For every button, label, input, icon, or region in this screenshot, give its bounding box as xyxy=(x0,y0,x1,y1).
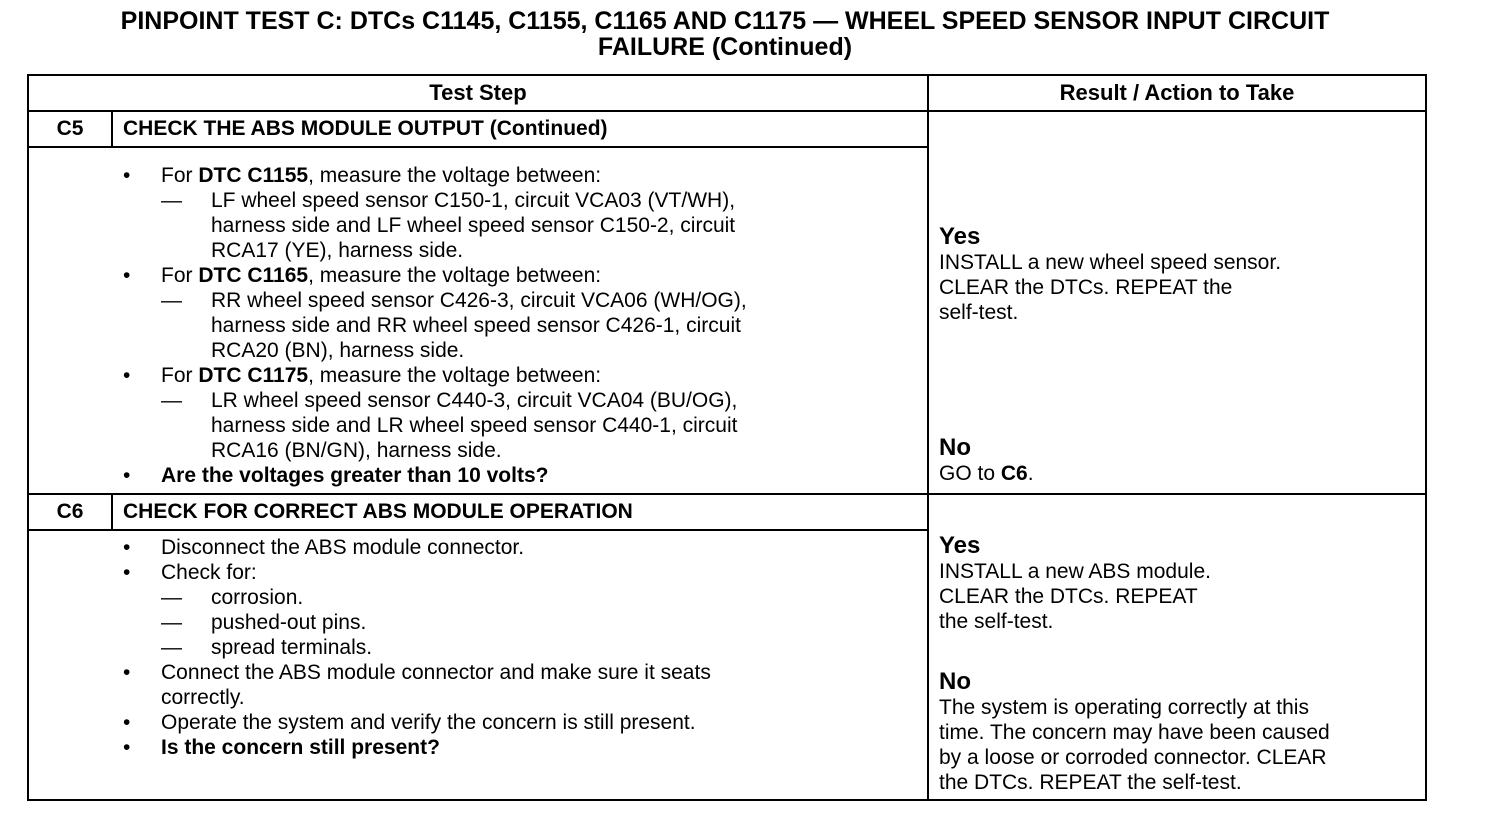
list-item: • For DTC C1165, measure the voltage between: xyxy=(123,264,602,287)
list-item-cont: correctly. xyxy=(161,686,245,709)
title-line-2: FAILURE (Continued) xyxy=(597,33,853,61)
step-title-c6: CHECK FOR CORRECT ABS MODULE OPERATION xyxy=(123,500,633,523)
result-yes-label: Yes xyxy=(939,223,981,250)
bullet-icon: • xyxy=(123,364,131,387)
page-title xyxy=(20,8,1430,60)
c6-title-divider xyxy=(29,529,927,531)
header-result: Result / Action to Take xyxy=(1059,80,1295,105)
result-c5 xyxy=(929,112,1425,493)
list-item-question: • Are the voltages greater than 10 volts? xyxy=(123,464,549,487)
list-subitem-cont: harness side and LF wheel speed sensor C150-2, circuit xyxy=(211,214,736,237)
list-subitem: — LR wheel speed sensor C440-3, circuit VCA04 (BU/OG), xyxy=(161,389,738,412)
list-item: • Operate the system and verify the concern is still present. xyxy=(123,711,696,734)
list-item: • For DTC C1155, measure the voltage between: xyxy=(123,164,602,187)
list-subitem: — LF wheel speed sensor C150-1, circuit VCA03 (VT/WH), xyxy=(161,189,736,212)
title-line-1: PINPOINT TEST C: DTCs C1145, C1155, C1165 AND C1175 — WHEEL SPEED SENSOR INPUT CIRCUIT xyxy=(120,7,1330,35)
dash-icon: — xyxy=(161,586,182,609)
result-no-line: The system is operating correctly at this xyxy=(939,696,1309,719)
list-item: • Disconnect the ABS module connector. xyxy=(123,536,525,559)
result-no-line: the DTCs. REPEAT the self-test. xyxy=(939,771,1242,794)
list-subitem-cont: RCA17 (YE), harness side. xyxy=(211,239,464,262)
list-subitem: — RR wheel speed sensor C426-3, circuit VCA06 (WH/OG), xyxy=(161,289,747,312)
step-body-c6 xyxy=(29,535,925,760)
result-yes-line: the self-test. xyxy=(939,610,1054,633)
bullet-icon: • xyxy=(123,164,131,187)
list-item-question: • Is the concern still present? xyxy=(123,736,440,759)
list-item: • Check for: xyxy=(123,561,257,584)
step-number-c6: C6 xyxy=(56,500,84,523)
result-no-line: GO to C6. xyxy=(939,462,1034,485)
result-no-label: No xyxy=(939,668,971,695)
result-no-label: No xyxy=(939,434,971,461)
result-yes-line: CLEAR the DTCs. REPEAT the xyxy=(939,276,1233,299)
step-title-c5: CHECK THE ABS MODULE OUTPUT (Continued) xyxy=(123,117,608,140)
bullet-icon: • xyxy=(123,536,131,559)
list-subitem-cont: RCA20 (BN), harness side. xyxy=(211,339,465,362)
result-yes-line: INSTALL a new wheel speed sensor. xyxy=(939,251,1282,274)
bullet-icon: • xyxy=(123,464,131,487)
dash-icon: — xyxy=(161,611,182,634)
list-item: • Connect the ABS module connector and make sure it seats xyxy=(123,661,711,684)
result-yes-line: self-test. xyxy=(939,301,1019,324)
bullet-icon: • xyxy=(123,661,131,684)
result-no-line: by a loose or corroded connector. CLEAR xyxy=(939,746,1327,769)
bullet-icon: • xyxy=(123,711,131,734)
result-yes-line: CLEAR the DTCs. REPEAT xyxy=(939,585,1198,608)
result-no-line: time. The concern may have been caused xyxy=(939,721,1330,744)
list-subitem-cont: RCA16 (BN/GN), harness side. xyxy=(211,439,502,462)
dash-icon: — xyxy=(161,389,182,412)
result-yes-line: INSTALL a new ABS module. xyxy=(939,560,1211,583)
result-yes-label: Yes xyxy=(939,532,981,559)
step-body-c5 xyxy=(29,163,925,488)
list-subitem-cont: harness side and RR wheel speed sensor C426-1, circuit xyxy=(211,314,741,337)
list-subitem: — spread terminals. xyxy=(161,636,373,659)
dash-icon: — xyxy=(161,189,182,212)
list-item: • For DTC C1175, measure the voltage between: xyxy=(123,364,602,387)
list-subitem: — pushed-out pins. xyxy=(161,611,367,634)
list-subitem-cont: harness side and LR wheel speed sensor C440-1, circuit xyxy=(211,414,738,437)
result-c6 xyxy=(929,495,1425,799)
list-subitem: — corrosion. xyxy=(161,586,304,609)
bullet-icon: • xyxy=(123,736,131,759)
bullet-icon: • xyxy=(123,561,131,584)
bullet-icon: • xyxy=(123,264,131,287)
dash-icon: — xyxy=(161,289,182,312)
dash-icon: — xyxy=(161,636,182,659)
header-test-step: Test Step xyxy=(429,80,527,105)
pinpoint-test-table xyxy=(27,74,1427,801)
step-number-c5: C5 xyxy=(56,117,84,140)
c5-title-divider xyxy=(29,146,927,148)
